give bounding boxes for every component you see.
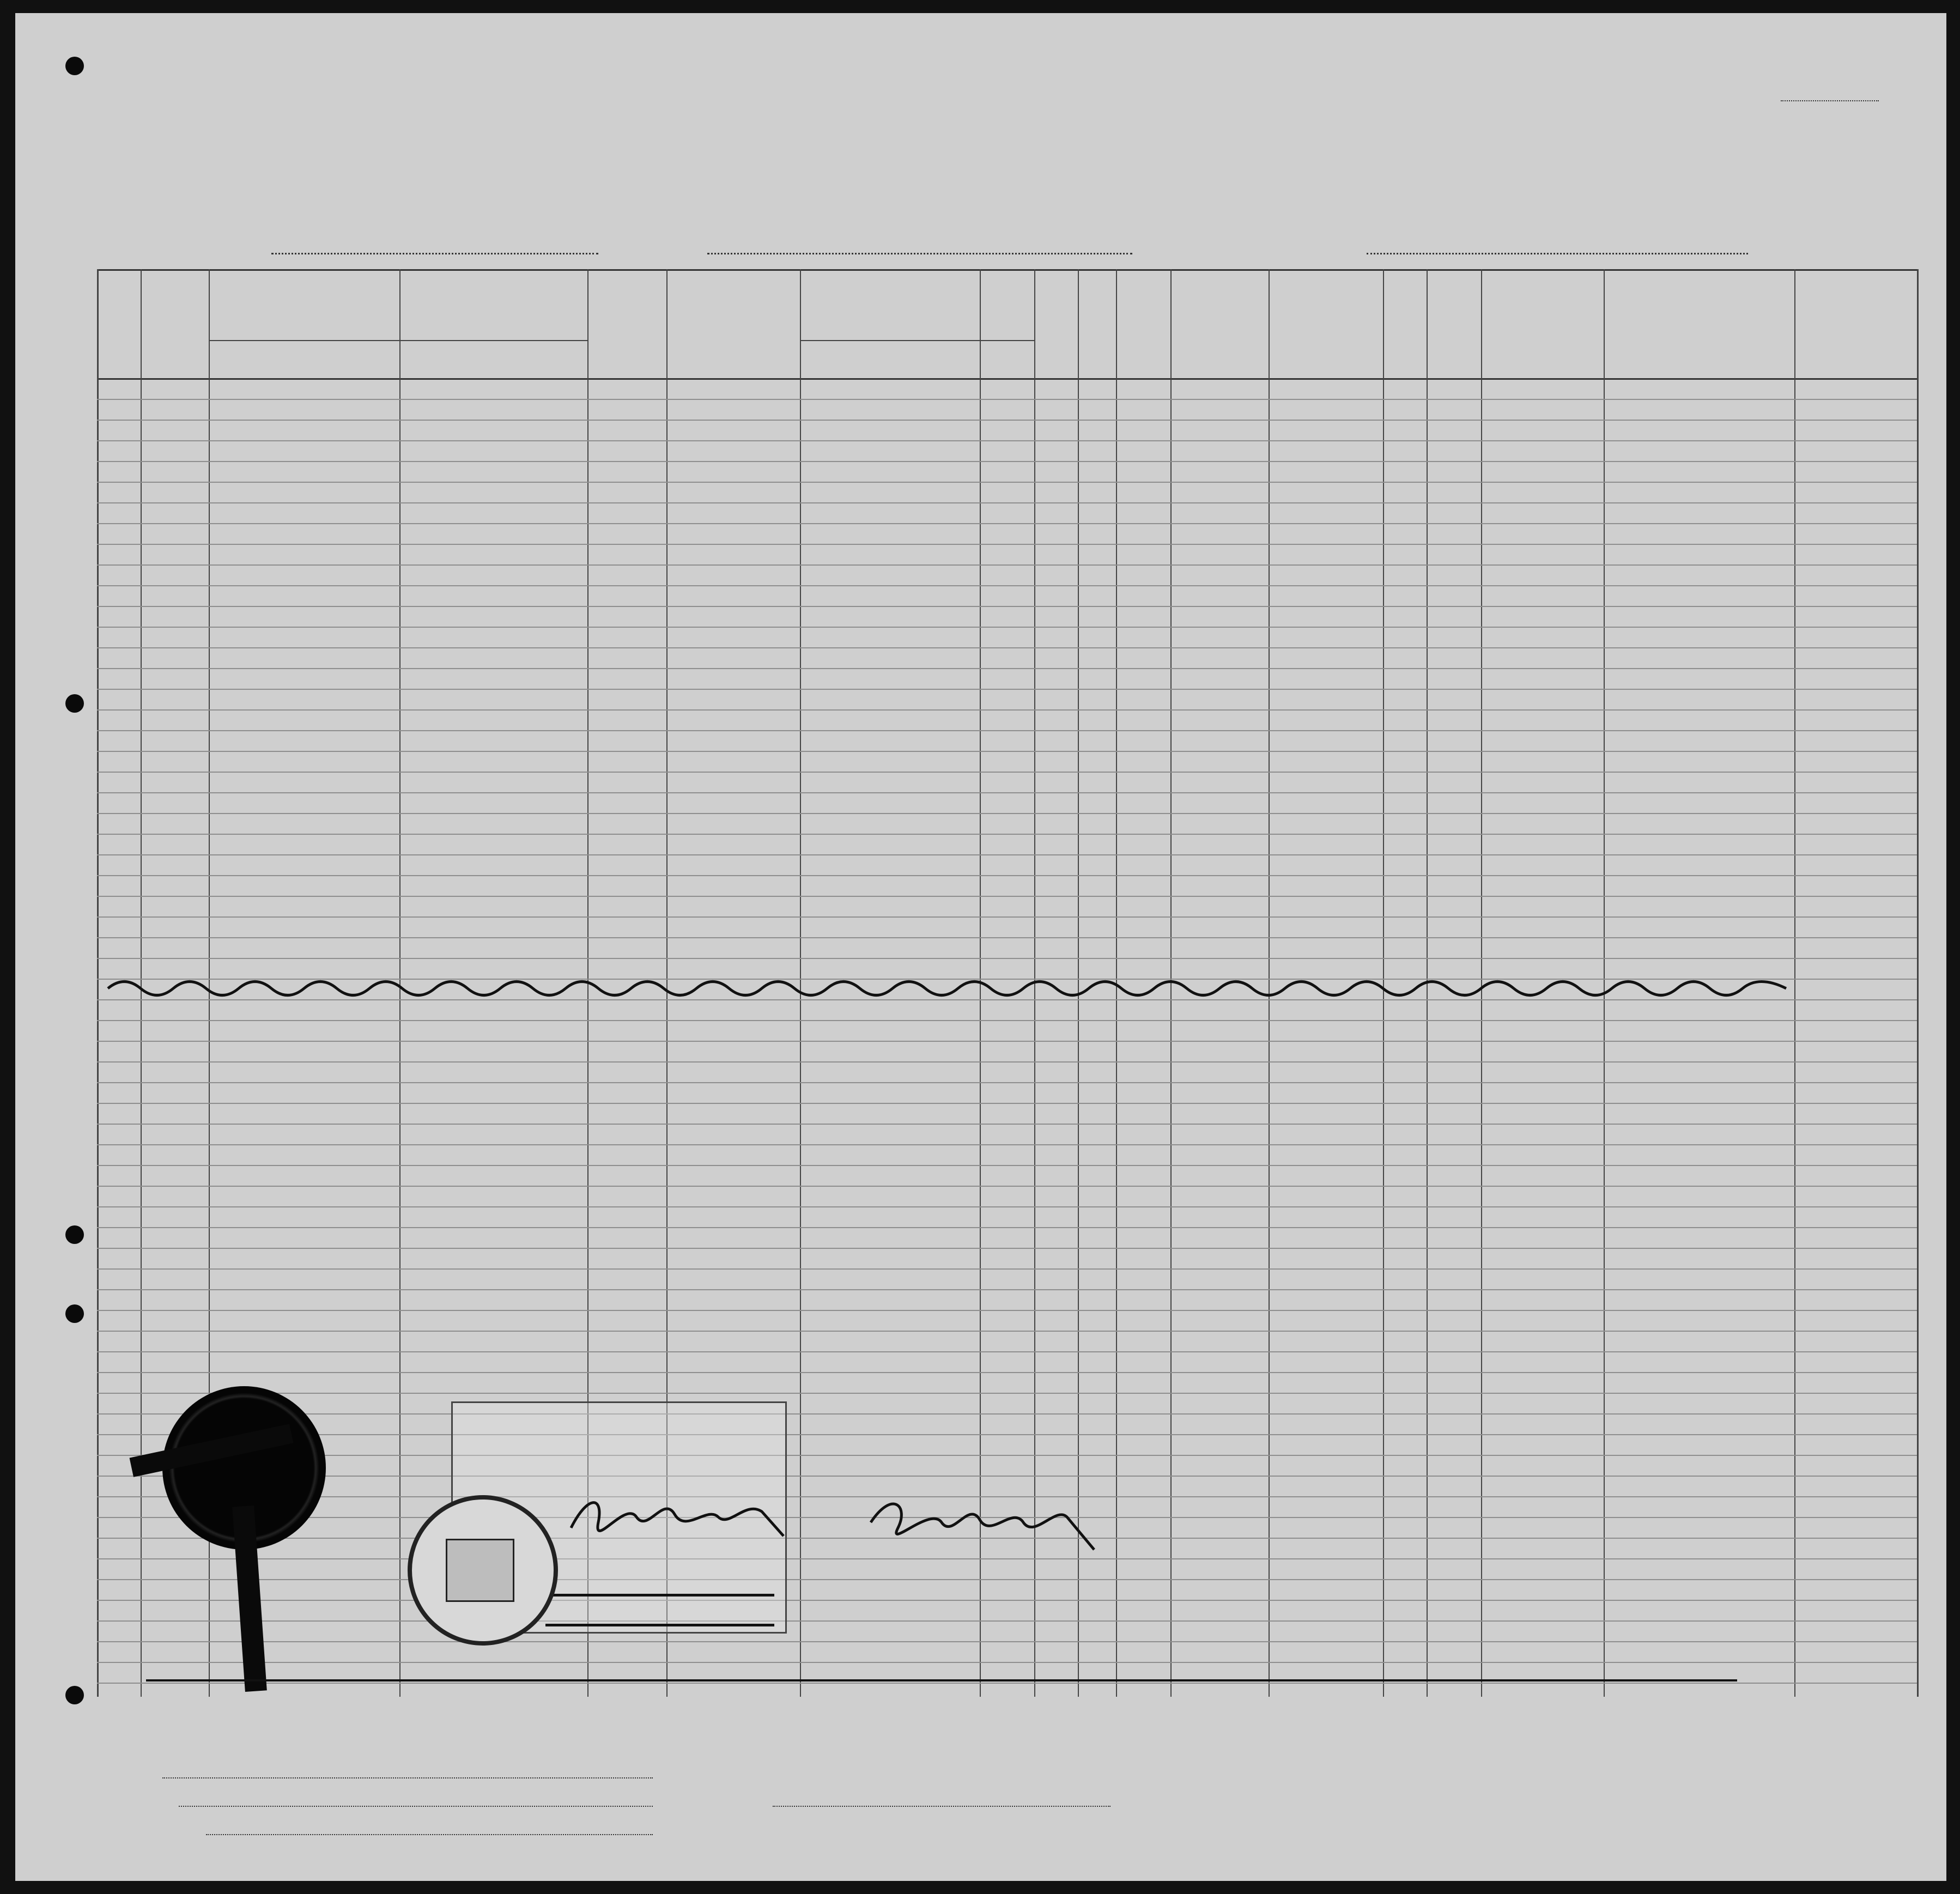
strike-through-row-44 — [97, 972, 1917, 1005]
table-top-border — [97, 269, 1917, 271]
sheet-underline — [1781, 100, 1879, 101]
row-rule — [97, 647, 1917, 648]
row-rule — [97, 1268, 1917, 1270]
row-rule — [97, 772, 1917, 773]
row-rule — [97, 1372, 1917, 1373]
row-rule — [97, 1124, 1917, 1125]
row-rule — [97, 627, 1917, 628]
row-rule — [97, 440, 1917, 441]
row-rule — [97, 1165, 1917, 1166]
row-rule — [97, 502, 1917, 503]
row-rule — [97, 751, 1917, 752]
vessel-fill-line — [271, 253, 598, 254]
row-rule — [97, 1227, 1917, 1228]
fee-stamp — [446, 1539, 514, 1602]
row-rule — [97, 420, 1917, 421]
manifest-sheet — [15, 13, 1946, 1881]
row-rule — [97, 564, 1917, 566]
row-rule — [97, 585, 1917, 586]
row-rule — [97, 1020, 1917, 1021]
row-rule — [97, 854, 1917, 855]
row-rule — [97, 689, 1917, 690]
row-rule — [97, 523, 1917, 524]
row-rule — [97, 1620, 1917, 1622]
row-rule — [97, 709, 1917, 711]
consul-signature — [860, 1484, 1111, 1561]
row-rule — [97, 1600, 1917, 1601]
row-rule — [97, 1289, 1917, 1290]
row-rule — [97, 1579, 1917, 1580]
row-rule — [97, 1082, 1917, 1083]
row-rule — [97, 1641, 1917, 1642]
column-group-rule — [800, 340, 1034, 341]
row-rule — [97, 916, 1917, 918]
row-rule — [97, 1331, 1917, 1332]
visa-cancel-lines — [545, 1594, 774, 1626]
row-rule — [97, 1144, 1917, 1145]
row-rule — [97, 1061, 1917, 1063]
punch-hole — [65, 694, 84, 713]
row-rule — [97, 896, 1917, 897]
consul-signature-on-stamp — [566, 1484, 794, 1550]
row-rule — [97, 606, 1917, 607]
column-divider — [1917, 269, 1919, 1697]
row-rule — [97, 937, 1917, 938]
row-rule — [97, 813, 1917, 814]
footer-agents-fill — [206, 1834, 653, 1835]
table-header-bottom — [97, 378, 1917, 380]
row-rule — [97, 1434, 1917, 1435]
row-rule — [97, 1413, 1917, 1415]
punch-hole — [65, 1304, 84, 1323]
footer-owners-fill — [179, 1806, 653, 1807]
row-rule — [97, 1476, 1917, 1477]
row-rule — [97, 1041, 1917, 1042]
punch-hole — [65, 1225, 84, 1244]
row-rule — [97, 1351, 1917, 1352]
row-rule — [97, 1393, 1917, 1394]
from-port-fill-line — [1367, 253, 1748, 254]
row-rule — [97, 1186, 1917, 1187]
row-rule — [97, 875, 1917, 876]
row-rule — [97, 482, 1917, 483]
inspector-fill-line — [773, 1806, 1111, 1807]
arriving-fill-line — [707, 253, 1132, 254]
row-rule — [97, 834, 1917, 835]
row-rule — [97, 1683, 1917, 1684]
row-rule — [97, 730, 1917, 731]
row-rule — [97, 958, 1917, 959]
row-rule — [97, 1206, 1917, 1207]
row-rule — [97, 1248, 1917, 1249]
row-rule — [97, 792, 1917, 793]
punch-hole — [65, 57, 84, 75]
punch-hole — [65, 1686, 84, 1704]
row-rule — [97, 668, 1917, 669]
row-rule — [97, 1662, 1917, 1663]
row-rule — [97, 1455, 1917, 1456]
crew-table — [97, 269, 1917, 1697]
footer-line-fill — [162, 1777, 653, 1778]
row-rule — [97, 544, 1917, 545]
column-group-rule — [209, 340, 587, 341]
row-rule — [97, 1310, 1917, 1311]
bottom-rule — [146, 1679, 1737, 1681]
row-rule — [97, 399, 1917, 400]
row-rule — [97, 461, 1917, 462]
row-rule — [97, 1103, 1917, 1104]
